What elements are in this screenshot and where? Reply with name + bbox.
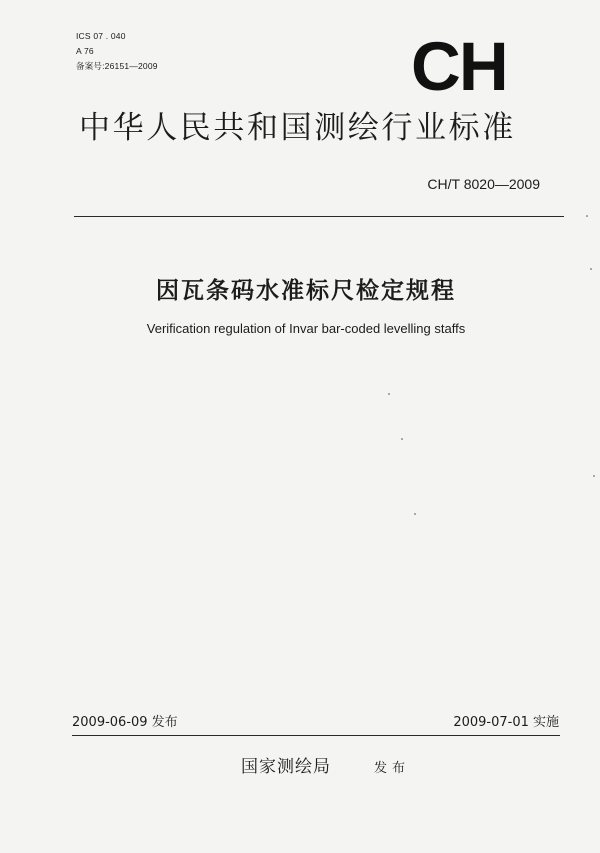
ch-logo: CH [411,37,507,97]
issue-date: 2009-06-09 发布 [72,715,178,730]
scan-speck [388,393,390,395]
header-divider [74,216,564,217]
scan-speck [401,438,403,440]
classification-code: A 76 [76,46,94,56]
scan-speck [590,268,592,270]
effective-date: 2009-07-01 实施 [453,715,559,730]
document-title-cn: 因瓦条码水准标尺检定规程 [156,278,456,304]
organization-title: 中华人民共和国测绘行业标准 [79,110,516,146]
scan-speck [586,215,588,217]
record-number: 备案号:26151—2009 [76,61,158,71]
scan-speck [593,475,595,477]
ics-code: ICS 07 . 040 [76,31,126,41]
scan-speck [414,513,416,515]
footer-divider [72,735,560,736]
publisher-name: 国家测绘局 [241,757,331,777]
standard-number: CH/T 8020—2009 [427,176,540,192]
document-title-en: Verification regulation of Invar bar-coded levelling staffs [146,321,466,336]
publish-label: 发布 [374,761,411,776]
